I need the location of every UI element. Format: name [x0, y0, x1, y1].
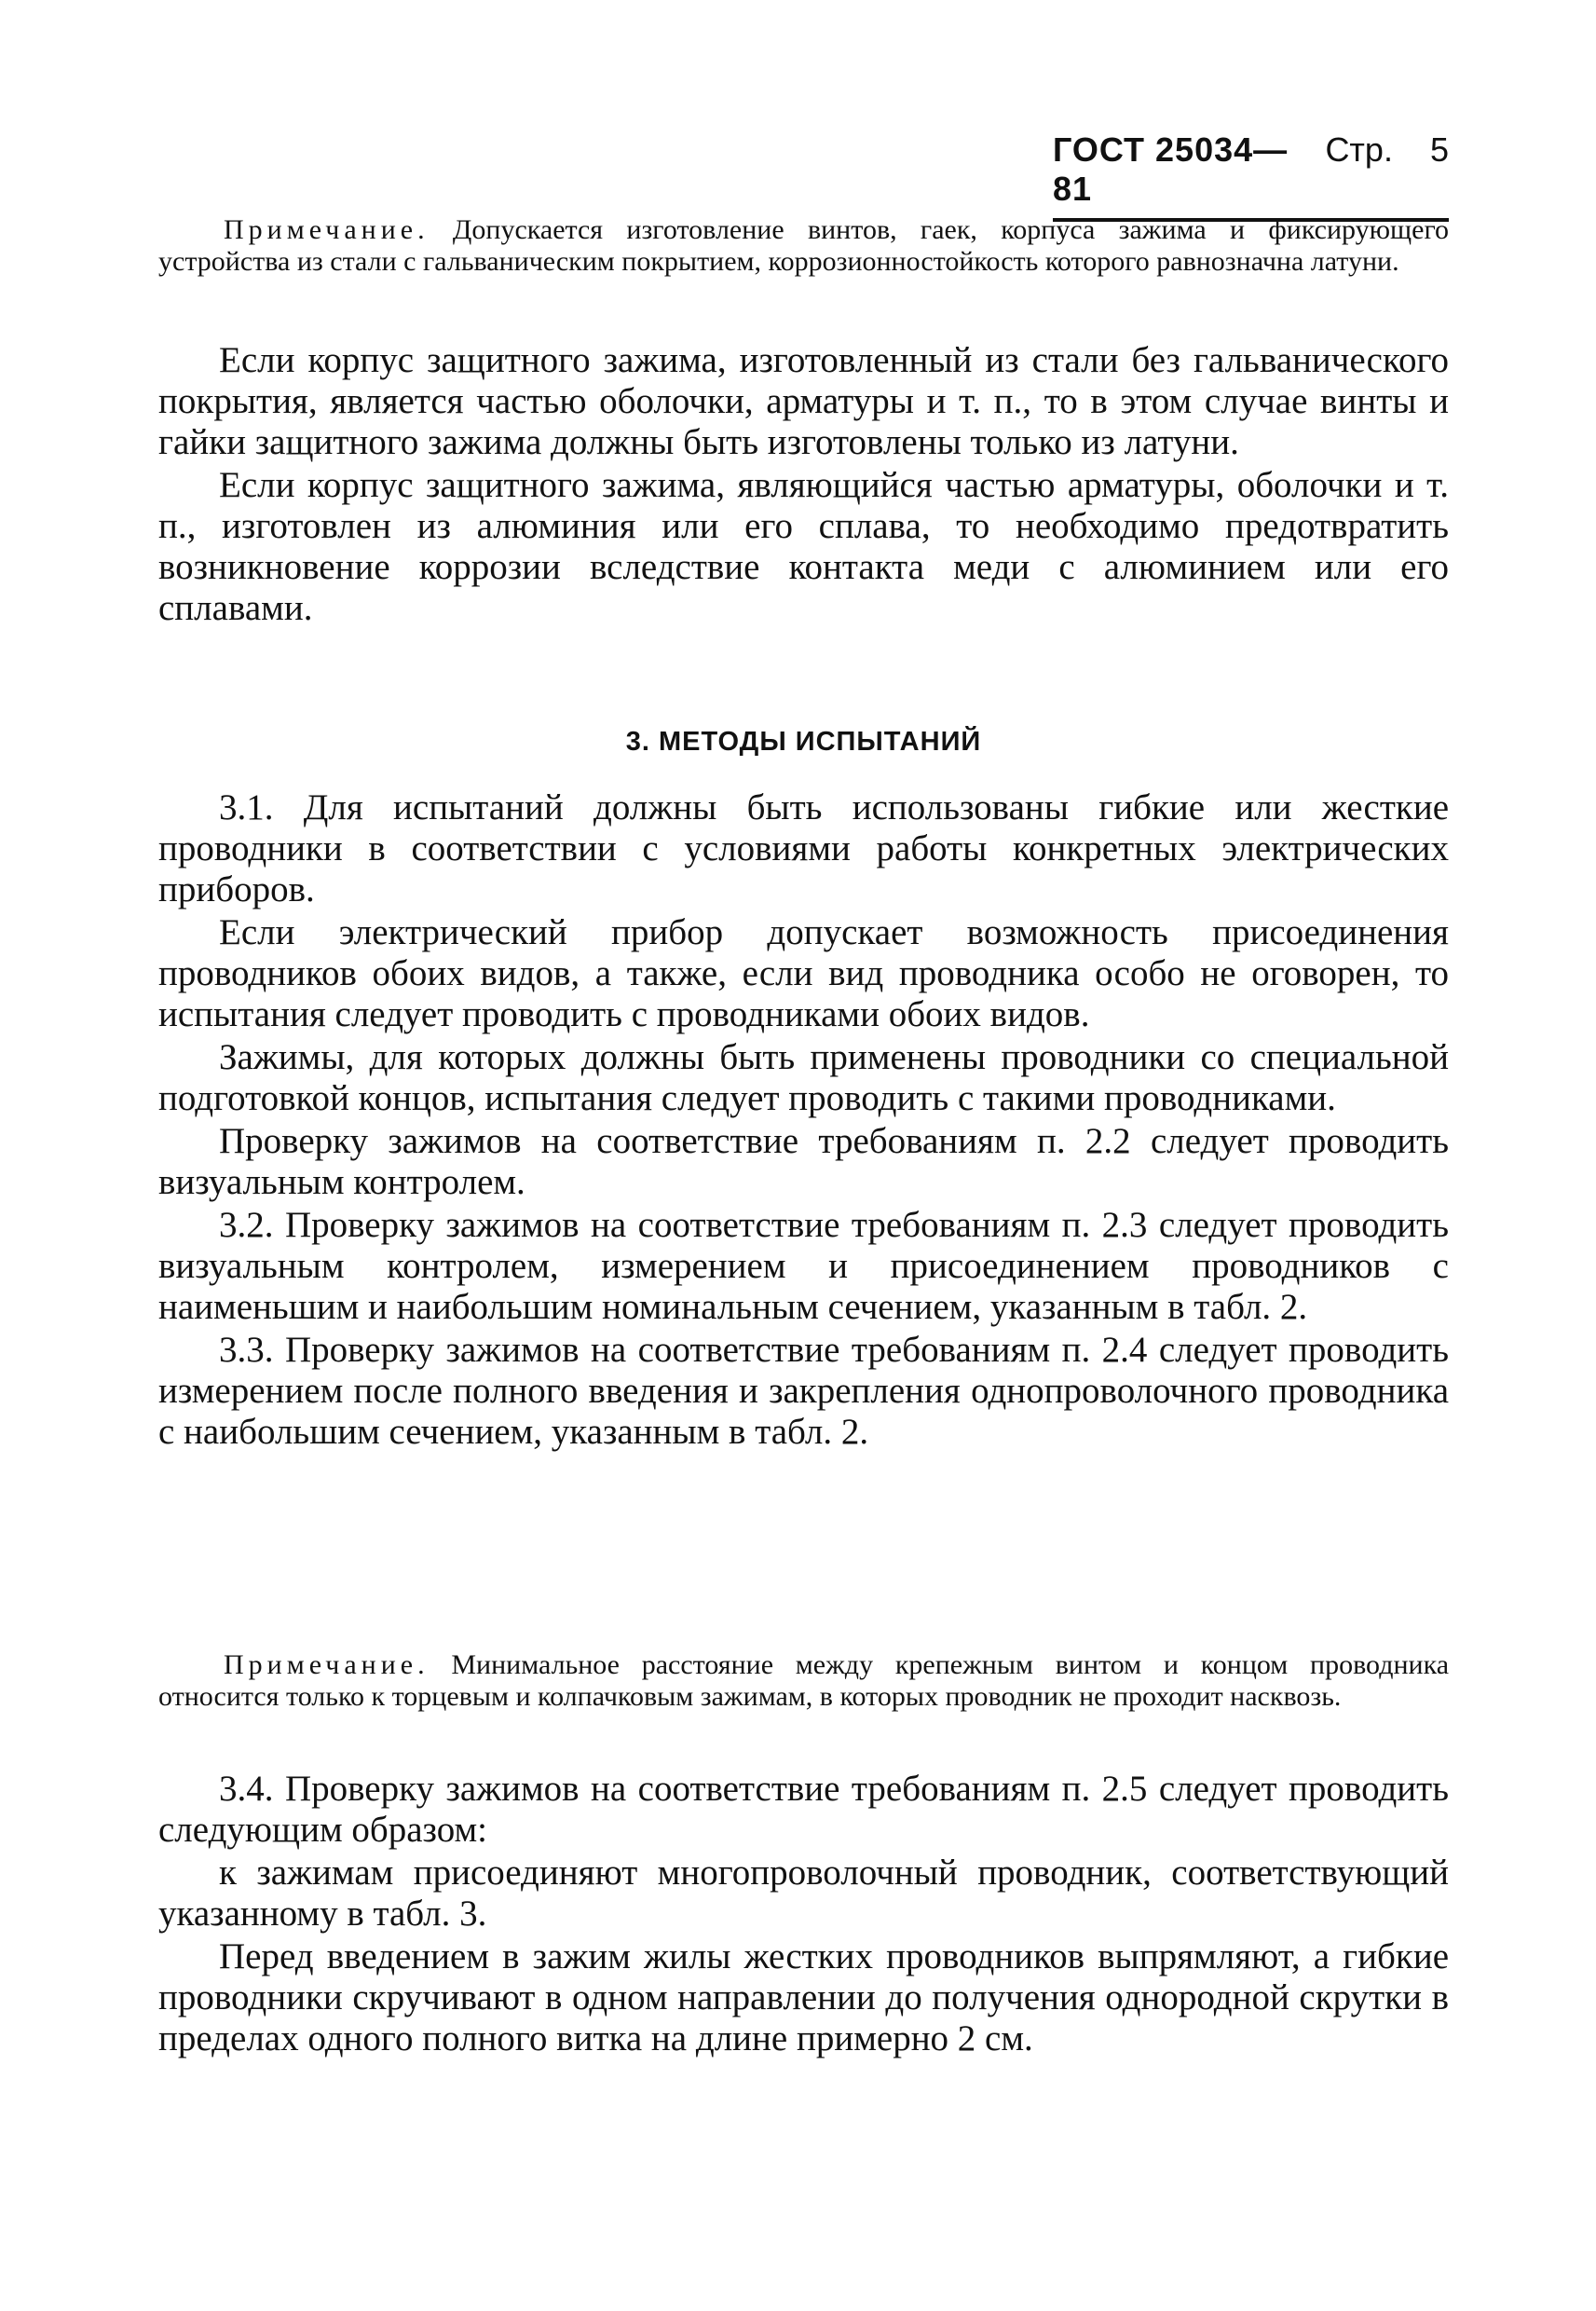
- section-paragraphs: [158, 787, 1449, 1455]
- page-header: [1053, 130, 1449, 222]
- note-text: Минимальное расстояние между крепежным винтом и концом проводника относится только к торцевым и колпачковым зажимам, в которых проводник не проходит насквозь.: [158, 1649, 1450, 1712]
- note-1: [158, 214, 1449, 278]
- paragraph: 3.4. Проверку зажимов на соответствие требованиям п. 2.5 следует проводить следующим образом:: [158, 1769, 1449, 1850]
- paragraph: 3.1. Для испытаний должны быть использованы гибкие или жесткие проводники в соответствии с условиями работы конкретных электрических приборов.: [158, 787, 1449, 909]
- section-heading: 3. МЕТОДЫ ИСПЫТАНИЙ: [625, 727, 982, 757]
- page-number: 5: [1429, 130, 1449, 169]
- paragraph: Зажимы, для которых должны быть применены проводники со специальной подготовкой концов, испытания следует проводить с такими проводниками.: [158, 1037, 1449, 1118]
- paragraph: Если корпус защитного зажима, изготовленный из стали без гальванического покрытия, является частью оболочки, арматуры и т. п., то в этом случае винты и гайки защитного зажима должны быть изготовлены только из латуни.: [158, 340, 1449, 462]
- note-2: [158, 1649, 1449, 1713]
- bottom-paragraphs: [158, 1769, 1449, 2061]
- top-paragraphs: [158, 340, 1449, 631]
- paragraph: Проверку зажимов на соответствие требованиям п. 2.2 следует проводить визуальным контролем.: [158, 1121, 1449, 1202]
- paragraph: Если электрический прибор допускает возможность присоединения проводников обоих видов, а также, если вид проводника особо не оговорен, то испытания следует проводить с проводниками обоих видов.: [158, 912, 1449, 1034]
- paragraph: к зажимам присоединяют многопроволочный проводник, соответствующий указанному в табл. 3.: [158, 1853, 1449, 1934]
- note-text: Допускается изготовление винтов, гаек, корпуса зажима и фиксирующего устройства из стали с гальваническим покрытием, коррозионностойкость которого равнозначна латуни.: [158, 214, 1450, 277]
- paragraph: Если корпус защитного зажима, являющийся частью арматуры, оболочки и т. п., изготовлен из алюминия или его сплава, то необходимо предотвратить возникновение коррозии вследствие контакта меди с алюминием или его сплавами.: [158, 465, 1449, 628]
- page-number-group: [1325, 130, 1449, 170]
- note-label: Примечание.: [224, 1649, 430, 1680]
- paragraph: Перед введением в зажим жилы жестких проводников выпрямляют, а гибкие проводники скручивают в одном направлении до получения однородной скрутки в пределах одного полного витка на длине примерно 2 см.: [158, 1936, 1449, 2058]
- page-label: Стр.: [1325, 130, 1393, 169]
- document-code: ГОСТ 25034—81: [1053, 130, 1289, 208]
- paragraph: 3.3. Проверку зажимов на соответствие требованиям п. 2.4 следует проводить измерением после полного введения и закрепления однопроволочного проводника с наибольшим сечением, указанным в табл. 2.: [158, 1330, 1449, 1452]
- paragraph: 3.2. Проверку зажимов на соответствие требованиям п. 2.3 следует проводить визуальным контролем, измерением и присоединением проводников с наименьшим и наибольшим номинальным сечением, указанным в табл. 2.: [158, 1205, 1449, 1327]
- note-label: Примечание.: [224, 214, 430, 245]
